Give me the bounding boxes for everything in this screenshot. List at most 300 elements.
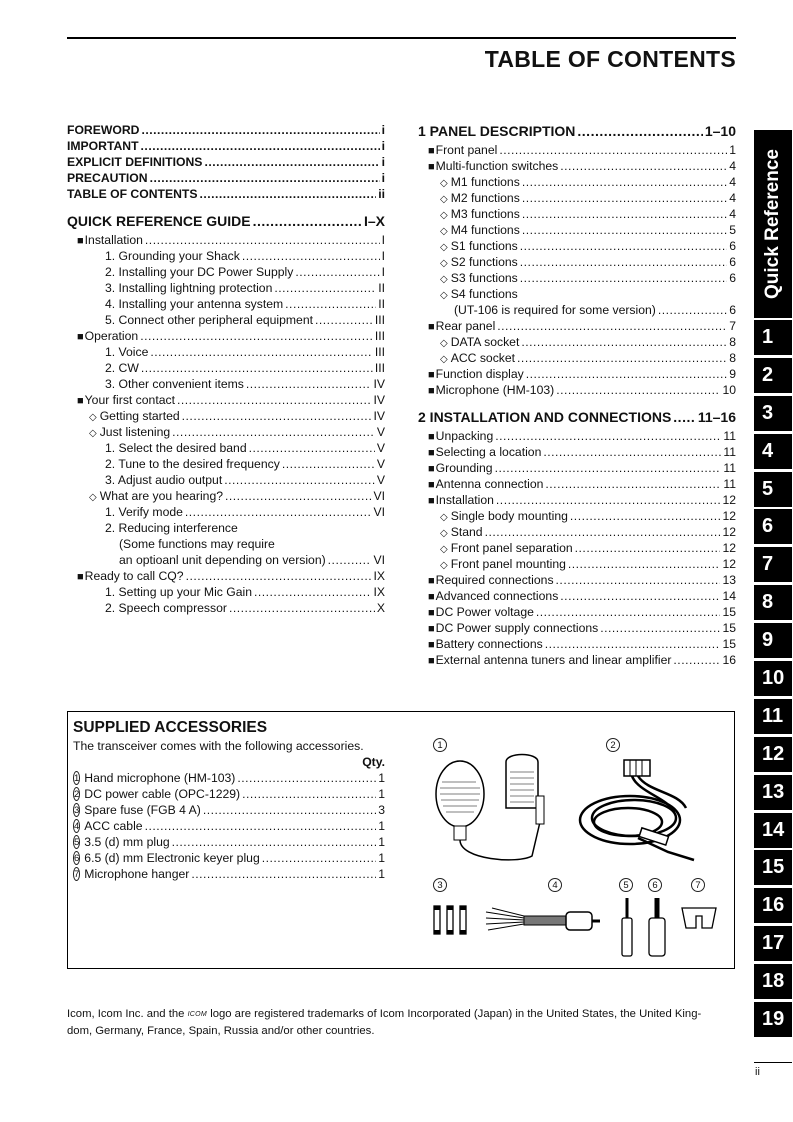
toc-entry[interactable] (418, 270, 736, 286)
item-number: 3 (74, 805, 80, 816)
dot-leader (242, 248, 380, 264)
dot-leader (556, 382, 720, 398)
tab-chapter-9[interactable]: 9 (754, 623, 792, 658)
toc-entry-page: ii (378, 187, 385, 201)
tab-chapter-16[interactable]: 16 (754, 888, 792, 923)
toc-entry[interactable] (418, 524, 736, 540)
toc-entry-page: 12 (722, 509, 736, 523)
toc-entry-page: I–X (363, 213, 385, 229)
toc-entry-label: ■ Required connections (428, 572, 554, 589)
tab-chapter-13[interactable]: 13 (754, 775, 792, 810)
toc-entry[interactable] (67, 376, 385, 392)
art-label: 2 (606, 738, 620, 752)
toc-entry-page: 6 (729, 271, 736, 285)
toc-entry[interactable] (418, 556, 736, 572)
toc-entry-label: 2. Installing your DC Power Supply (105, 265, 294, 279)
tab-chapter-11[interactable]: 11 (754, 699, 792, 734)
item-number: 5 (74, 837, 80, 848)
dot-leader (543, 444, 721, 460)
dot-leader (140, 328, 373, 344)
toc-entry-label: ■ Your first contact (77, 392, 175, 409)
dot-leader (499, 142, 727, 158)
dot-leader (545, 476, 721, 492)
toc-entry[interactable] (67, 552, 385, 568)
toc-entry-label: ◇ Front panel separation (440, 540, 573, 558)
toc-entry-page: 8 (729, 335, 736, 349)
toc-right-column (418, 122, 736, 668)
toc-entry-page: 15 (722, 637, 736, 651)
toc-entry-page: 11–16 (697, 409, 736, 425)
tab-chapter-8[interactable]: 8 (754, 585, 792, 620)
dot-leader (521, 334, 727, 350)
front-matter-entry[interactable] (67, 170, 385, 186)
dot-leader (141, 138, 380, 154)
toc-entry-label: 1. Select the desired band (105, 441, 247, 455)
toc-entry[interactable] (418, 636, 736, 652)
toc-entry[interactable] (67, 264, 385, 280)
front-matter-entry[interactable] (67, 122, 385, 138)
toc-entry-page: 12 (722, 557, 736, 571)
toc-entry-page: III (374, 345, 385, 359)
chapter-tabs (754, 130, 792, 1040)
supplied-accessories-box (67, 711, 735, 969)
toc-entry-page: i (381, 171, 385, 185)
toc-entry-page: VI (373, 505, 385, 519)
toc-entry-label: 2. Reducing interference (105, 521, 238, 535)
toc-entry-label: 4. Installing your antenna system (105, 297, 284, 311)
toc-entry-page: 6 (729, 239, 736, 253)
accessory-item (73, 834, 385, 850)
toc-entry[interactable] (418, 142, 736, 158)
toc-entry-label: ◇ S2 functions (440, 254, 518, 272)
bottom-rule (754, 1062, 792, 1063)
toc-entry-label: ◇ DATA socket (440, 334, 519, 352)
dot-leader (560, 158, 727, 174)
accessory-label: ACC cable (84, 819, 143, 833)
dot-leader (150, 170, 380, 186)
dot-leader (282, 456, 375, 472)
accessory-label: Microphone hanger (84, 867, 190, 881)
toc-entry-label: EXPLICIT DEFINITIONS (67, 155, 203, 169)
toc-entry[interactable] (418, 334, 736, 350)
front-matter-entry[interactable] (67, 154, 385, 170)
toc-entry[interactable] (418, 588, 736, 604)
dot-leader (186, 568, 372, 584)
tab-chapter-5[interactable]: 5 (754, 472, 792, 507)
toc-entry-page: III (374, 361, 385, 375)
tab-chapter-3[interactable]: 3 (754, 396, 792, 431)
dot-leader (229, 600, 375, 616)
tab-quick-reference[interactable] (754, 130, 792, 318)
item-number: 6 (74, 853, 80, 864)
toc-entry[interactable] (67, 488, 385, 504)
dc-power-cable-icon (568, 752, 708, 862)
section-2-list (418, 408, 736, 668)
toc-entry[interactable] (67, 248, 385, 264)
toc-entry-label: ■ Microphone (HM-103) (428, 382, 554, 399)
dot-leader (204, 154, 379, 170)
accessory-label: Hand microphone (HM-103) (84, 771, 236, 785)
tab-chapter-1[interactable]: 1 (754, 320, 792, 355)
dot-leader (536, 604, 721, 620)
tab-chapter-12[interactable]: 12 (754, 737, 792, 772)
accessory-item (73, 850, 385, 866)
accessory-item (73, 802, 385, 818)
toc-entry[interactable] (418, 206, 736, 222)
tab-chapter-17[interactable]: 17 (754, 926, 792, 961)
dot-leader (600, 620, 720, 636)
toc-entry-page: 8 (729, 351, 736, 365)
toc-entry-page: IX (373, 585, 385, 599)
toc-entry-label: ■ Front panel (428, 142, 497, 159)
toc-entry-page: III (374, 313, 385, 327)
toc-entry-page: IV (373, 409, 385, 423)
dot-leader (522, 190, 727, 206)
hand-microphone-icon (428, 752, 568, 872)
toc-entry-label: ■ Unpacking (428, 428, 493, 445)
quick-reference-guide-list (67, 212, 385, 616)
toc-entry-page: i (381, 139, 385, 153)
dot-leader (224, 472, 375, 488)
toc-entry-label: 1. Setting up your Mic Gain (105, 585, 252, 599)
toc-entry-page: IV (373, 393, 385, 407)
accessory-qty: 1 (378, 851, 385, 865)
dot-leader (285, 296, 376, 312)
toc-entry-page: 15 (722, 621, 736, 635)
toc-entry[interactable] (418, 540, 736, 556)
dot-leader (522, 174, 727, 190)
toc-entry[interactable] (418, 366, 736, 382)
toc-entry-page: 4 (729, 191, 736, 205)
toc-entry-label: ◇ M4 functions (440, 222, 520, 240)
dot-leader (262, 850, 376, 866)
toc-entry-page: IV (373, 377, 385, 391)
toc-entry-label: ■ DC Power voltage (428, 604, 534, 621)
section-heading[interactable] (418, 122, 736, 140)
toc-entry[interactable] (418, 190, 736, 206)
dot-leader (172, 834, 377, 850)
dot-leader (203, 802, 376, 818)
accessory-qty: 3 (378, 803, 385, 817)
toc-entry-page: V (376, 457, 385, 471)
toc-entry-label: ◇ Stand (440, 524, 483, 542)
toc-entry-label: ◇ What are you hearing? (89, 488, 223, 506)
toc-entry[interactable] (418, 508, 736, 524)
toc-entry-label: 1 PANEL DESCRIPTION (418, 123, 576, 139)
toc-entry-page: 11 (723, 477, 736, 491)
toc-entry[interactable] (67, 504, 385, 520)
dot-leader (496, 492, 721, 508)
dot-leader (185, 504, 372, 520)
art-label: 7 (691, 878, 705, 892)
toc-entry-label: 2. CW (105, 361, 139, 375)
dot-leader (556, 572, 721, 588)
toc-entry-page: 4 (729, 207, 736, 221)
toc-entry-page: 4 (729, 159, 736, 173)
section-heading[interactable] (67, 212, 385, 230)
toc-entry-page: V (376, 441, 385, 455)
dot-leader (497, 318, 727, 334)
toc-entry-label: ■ Ready to call CQ? (77, 568, 184, 585)
dot-leader (182, 408, 372, 424)
dot-leader (191, 866, 376, 882)
toc-entry[interactable] (418, 492, 736, 508)
accessory-qty: 1 (378, 835, 385, 849)
dot-leader (560, 588, 720, 604)
toc-entry-page: 11 (723, 429, 736, 443)
dot-leader (141, 360, 373, 376)
dot-leader (254, 584, 371, 600)
toc-entry-label: 5. Connect other peripheral equipment (105, 313, 313, 327)
toc-entry-label: (Some functions may require (119, 537, 275, 551)
tab-chapter-2[interactable]: 2 (754, 358, 792, 393)
toc-entry-label: ◇ M2 functions (440, 190, 520, 208)
dot-leader (295, 264, 379, 280)
toc-entry[interactable] (418, 460, 736, 476)
top-rule (67, 37, 736, 39)
toc-entry-label: 3. Installing lightning protection (105, 281, 273, 295)
tab-chapter-19[interactable]: 19 (754, 1002, 792, 1037)
toc-entry[interactable] (67, 232, 385, 248)
accessory-qty: 1 (378, 867, 385, 881)
toc-entry[interactable] (67, 408, 385, 424)
accessory-item (73, 818, 385, 834)
accessory-qty: 1 (378, 787, 385, 801)
toc-entry-label: ◇ M1 functions (440, 174, 520, 192)
toc-entry-page: i (381, 123, 385, 137)
dot-leader (328, 552, 372, 568)
toc-entry-label: ■ Advanced connections (428, 588, 558, 605)
toc-entry[interactable] (67, 312, 385, 328)
toc-entry-label: ■ Multi-function switches (428, 158, 558, 175)
accessory-qty: 1 (378, 771, 385, 785)
toc-entry-label: TABLE OF CONTENTS (67, 187, 198, 201)
toc-entry[interactable] (67, 424, 385, 440)
section-1-list (418, 122, 736, 398)
toc-entry[interactable] (67, 328, 385, 344)
footer-text-1: Icom, Icom Inc. and the (67, 1008, 185, 1020)
toc-entry-label: QUICK REFERENCE GUIDE (67, 213, 251, 229)
dot-leader (517, 350, 727, 366)
toc-entry[interactable] (418, 428, 736, 444)
dot-leader (577, 122, 702, 140)
toc-entry-label: 2 INSTALLATION AND CONNECTIONS (418, 409, 672, 425)
toc-entry[interactable] (418, 238, 736, 254)
toc-entry-page: I (381, 233, 385, 247)
tab-quick-reference-label: Quick Reference (762, 149, 783, 299)
art-label: 5 (619, 878, 633, 892)
toc-entry-label: ■ Selecting a location (428, 444, 541, 461)
toc-entry[interactable] (418, 222, 736, 238)
microphone-hanger-icon (680, 904, 718, 932)
toc-entry-label: 1. Voice (105, 345, 149, 359)
dot-leader (253, 212, 362, 230)
front-matter-entry[interactable] (67, 138, 385, 154)
page-number: ii (755, 1066, 760, 1078)
toc-entry[interactable] (418, 620, 736, 636)
item-number: 4 (74, 821, 80, 832)
trademark-footer (67, 1006, 737, 1039)
dot-leader (545, 636, 721, 652)
toc-entry-page: 12 (722, 493, 736, 507)
dot-leader (172, 424, 375, 440)
dot-leader (520, 270, 727, 286)
tab-chapter-6[interactable]: 6 (754, 509, 792, 544)
dot-leader (177, 392, 372, 408)
toc-entry-label: ◇ S3 functions (440, 270, 518, 288)
toc-entry[interactable] (67, 568, 385, 584)
toc-entry[interactable] (67, 360, 385, 376)
dot-leader (150, 344, 372, 360)
tab-chapter-15[interactable]: 15 (754, 850, 792, 885)
toc-entry-label: 1. Grounding your Shack (105, 249, 240, 263)
toc-entry-label: ■ Installation (428, 492, 494, 509)
dot-leader (575, 540, 721, 556)
dot-leader (246, 376, 372, 392)
tab-chapter-18[interactable]: 18 (754, 964, 792, 999)
dot-leader (520, 254, 727, 270)
toc-entry-label: IMPORTANT (67, 139, 139, 153)
toc-entry[interactable] (418, 652, 736, 668)
accessory-qty: 1 (378, 819, 385, 833)
art-label: 1 (433, 738, 447, 752)
toc-entry-label: FOREWORD (67, 123, 140, 137)
accessory-item (73, 866, 385, 882)
toc-entry-page: 13 (722, 573, 736, 587)
toc-entry-label: ■ Rear panel (428, 318, 495, 335)
dot-leader (570, 508, 721, 524)
toc-entry[interactable] (67, 440, 385, 456)
toc-entry[interactable] (418, 476, 736, 492)
toc-entry[interactable] (418, 572, 736, 588)
footer-text-3: dom, Germany, France, Spain, Russia and/or other countries. (67, 1025, 375, 1037)
toc-entry[interactable] (418, 286, 736, 302)
toc-entry[interactable] (67, 392, 385, 408)
quantity-header: Qty. (362, 755, 385, 769)
toc-entry-page: 1 (729, 143, 736, 157)
toc-entry-page: 14 (722, 589, 736, 603)
toc-entry[interactable] (418, 350, 736, 366)
toc-entry[interactable] (67, 456, 385, 472)
toc-entry[interactable] (67, 472, 385, 488)
toc-entry[interactable] (418, 318, 736, 334)
accessory-label: Spare fuse (FGB 4 A) (84, 803, 201, 817)
item-number: 1 (74, 773, 80, 784)
toc-entry-page: V (376, 425, 385, 439)
toc-entry-label: ◇ ACC socket (440, 350, 515, 368)
toc-entry[interactable] (418, 444, 736, 460)
toc-entry[interactable] (418, 604, 736, 620)
spare-fuse-icon (432, 902, 472, 942)
dot-leader (520, 238, 727, 254)
toc-entry-label: ◇ S1 functions (440, 238, 518, 256)
tab-chapter-10[interactable]: 10 (754, 661, 792, 696)
toc-entry-page: II (378, 281, 385, 295)
toc-entry-label: an optioanl unit depending on version) (119, 553, 326, 567)
toc-entry[interactable] (67, 584, 385, 600)
dot-leader (199, 186, 376, 202)
toc-entry[interactable] (418, 254, 736, 270)
dot-leader (485, 524, 721, 540)
toc-entry-page: II (378, 297, 385, 311)
item-number: 2 (74, 789, 80, 800)
dot-leader (145, 232, 380, 248)
dot-leader (568, 556, 721, 572)
footer-text-2: logo are registered trademarks of Icom Incorporated (Japan) in the United States, the United King- (210, 1008, 702, 1020)
toc-entry-label: ■ DC Power supply connections (428, 620, 598, 637)
toc-entry[interactable] (418, 158, 736, 174)
section-heading[interactable] (418, 408, 736, 426)
page-title: TABLE OF CONTENTS (484, 46, 736, 72)
dot-leader (315, 312, 373, 328)
accessory-item (73, 770, 385, 786)
art-label: 4 (548, 878, 562, 892)
dot-leader (495, 428, 721, 444)
toc-entry-page: VI (373, 553, 385, 567)
art-label: 3 (433, 878, 447, 892)
plug-6-5mm-icon (646, 896, 668, 960)
toc-entry[interactable] (418, 382, 736, 398)
dot-leader (274, 280, 376, 296)
toc-entry-label: PRECAUTION (67, 171, 148, 185)
tab-chapter-14[interactable]: 14 (754, 813, 792, 848)
toc-entry[interactable] (418, 174, 736, 190)
toc-entry-page: 6 (729, 303, 736, 317)
accessory-label: 6.5 (d) mm Electronic keyer plug (84, 851, 260, 865)
toc-entry-label: 3. Other convenient items (105, 377, 244, 391)
toc-entry-page: I (381, 249, 385, 263)
dot-leader (145, 818, 377, 834)
toc-entry-page: 5 (729, 223, 736, 237)
front-matter-list (67, 122, 385, 202)
toc-entry[interactable] (67, 280, 385, 296)
dot-leader (495, 460, 722, 476)
toc-entry-label: ■ Battery connections (428, 636, 543, 653)
toc-entry-label: ■ Grounding (428, 460, 493, 477)
toc-entry-label: ■ Antenna connection (428, 476, 543, 493)
toc-entry-page: 10 (722, 383, 736, 397)
item-number: 7 (74, 869, 80, 880)
front-matter-entry[interactable] (67, 186, 385, 202)
toc-entry[interactable] (418, 302, 736, 318)
tab-chapter-4[interactable]: 4 (754, 434, 792, 469)
dot-leader (522, 206, 727, 222)
toc-entry-page: 15 (722, 605, 736, 619)
toc-entry[interactable] (67, 520, 385, 536)
dot-leader (237, 770, 376, 786)
toc-entry-label: ◇ Getting started (89, 408, 180, 426)
toc-entry-label: ■ External antenna tuners and linear amplifier (428, 652, 671, 669)
accessory-label: DC power cable (OPC-1229) (84, 787, 241, 801)
toc-entry-page: 4 (729, 175, 736, 189)
dot-leader (673, 408, 696, 426)
icom-logo: ICOM (187, 1011, 208, 1018)
dot-leader (225, 488, 371, 504)
toc-entry[interactable] (67, 600, 385, 616)
plug-3-5mm-icon (619, 896, 635, 960)
acc-cable-icon (484, 898, 614, 942)
toc-entry[interactable] (67, 296, 385, 312)
tab-chapter-7[interactable]: 7 (754, 547, 792, 582)
toc-entry[interactable] (67, 344, 385, 360)
dot-leader (522, 222, 727, 238)
dot-leader (249, 440, 375, 456)
toc-entry[interactable] (67, 536, 385, 552)
toc-entry-label: ◇ Just listening (89, 424, 170, 442)
toc-entry-page: I (381, 265, 385, 279)
accessory-label: 3.5 (d) mm plug (84, 835, 170, 849)
toc-entry-label: ◇ Single body mounting (440, 508, 568, 526)
